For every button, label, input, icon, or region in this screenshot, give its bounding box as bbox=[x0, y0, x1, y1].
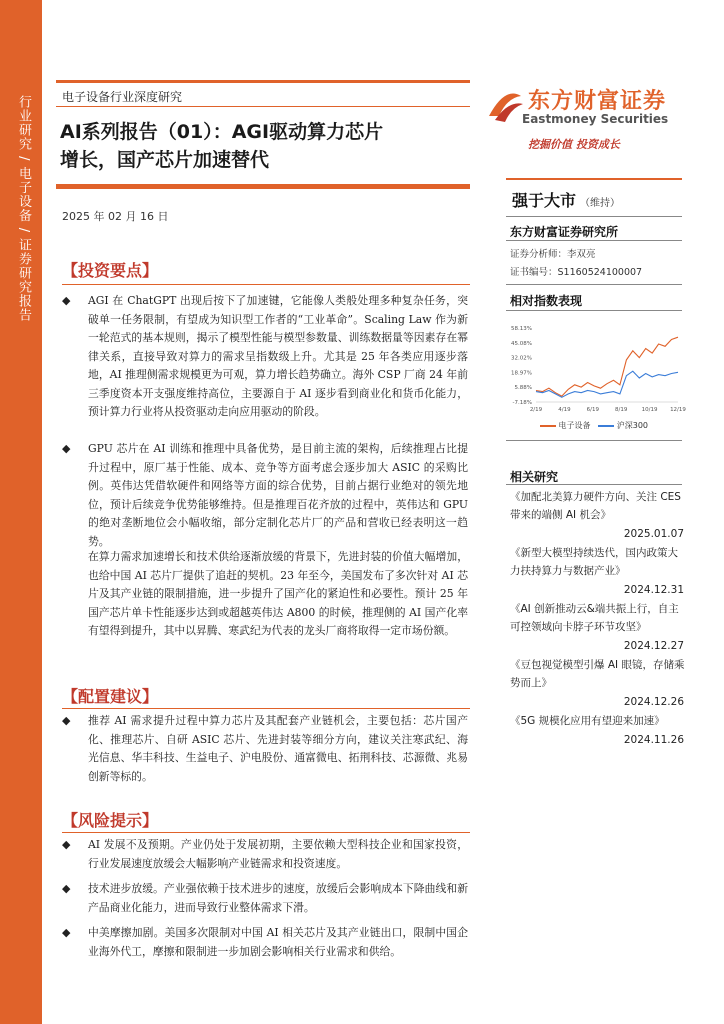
chart-title-rule bbox=[506, 310, 682, 311]
rating-bottom-rule bbox=[506, 216, 682, 217]
y-tick-label: 18.97% bbox=[511, 370, 532, 377]
investment-para-2: GPU 芯片在 AI 训练和推理中具备优势，是目前主流的架构，后续推理占比提升过程中，原厂基于性能、成本、竞争等方面考虑会逐步加大 ASIC 的采购比例。英伟达凭借软硬件和网络等方面的综合优势，目前占据行业绝对的领先地位，预计后续竞争优势能够维持。但是推理百花齐放的过程中，英伟达和 GPU 的绝对垄断地位会小幅收缩，部分定制化芯片厂的产品和营收已经表明这一趋势。 bbox=[88, 442, 468, 548]
related-item-2[interactable]: 《新型大模型持续迭代，国内政策大力扶持算力与数据产业》 bbox=[510, 547, 678, 577]
institute-name: 东方财富证券研究所 bbox=[510, 225, 619, 239]
x-tick-label: 2/19 bbox=[529, 407, 543, 413]
bullet-icon: ◆ bbox=[62, 714, 71, 727]
allocation-heading: 【配置建议】 bbox=[62, 687, 159, 706]
series-line-electronics bbox=[536, 337, 678, 396]
y-tick-label: 45.08% bbox=[511, 340, 532, 347]
cert-rule bbox=[506, 284, 682, 285]
page-title bbox=[60, 118, 460, 174]
investment-heading: 【投资要点】 bbox=[62, 261, 159, 280]
left-sidebar bbox=[0, 0, 42, 1024]
legend-swatch-electronics bbox=[540, 425, 556, 427]
allocation-para-1: 推荐 AI 需求提升过程中算力芯片及其配套产业链机会，主要包括：芯片国产化、推理芯片、自研 ASIC 芯片、先进封装等细分方向，建议关注寒武纪、海光信息、华丰科技、生益电子、沪电股份、通富微电、拓荆科技、芯源微、兆易创新等标的。 bbox=[88, 714, 468, 783]
y-tick-label: 5.88% bbox=[514, 385, 532, 392]
bullet-icon: ◆ bbox=[62, 926, 71, 939]
related-heading: 相关研究 bbox=[510, 470, 559, 484]
related-item-3[interactable]: 《AI 创新推动云&端共振上行，自主可控领域向卡脖子环节攻坚》 bbox=[510, 603, 679, 633]
x-tick-label: 8/19 bbox=[615, 407, 628, 413]
chart-bottom-rule bbox=[506, 440, 682, 441]
legend-label-csi300: 沪深300 bbox=[616, 421, 649, 430]
title-rule bbox=[56, 184, 470, 189]
related-date-1: 2025.01.07 bbox=[623, 528, 684, 540]
y-tick-label: -7.18% bbox=[512, 400, 532, 406]
risk-para-2: 技术进步放缓。产业强依赖于技术进步的速度，放缓后会影响成本下降曲线和新产品商业化能力，进而导致行业整体需求下滑。 bbox=[88, 882, 468, 914]
legend-swatch-csi300 bbox=[598, 425, 614, 427]
category-rule bbox=[56, 106, 470, 107]
bullet-icon: ◆ bbox=[62, 294, 71, 307]
bullet-icon: ◆ bbox=[62, 442, 71, 455]
related-date-5: 2024.11.26 bbox=[623, 734, 684, 746]
rating-sub: （维持） bbox=[580, 198, 621, 209]
chart-title: 相对指数表现 bbox=[510, 294, 583, 308]
risk-para-1: AI 发展不及预期。产业仍处于发展初期，主要依赖大型科技企业和国家投资，行业发展速度放缓会大幅影响产业链需求和投资速度。 bbox=[88, 838, 468, 870]
brand-name-cn: 东方财富证券 bbox=[528, 89, 667, 114]
investment-para-1: AGI 在 ChatGPT 出现后按下了加速键，它能像人类般处理多种复杂任务，突破单一任务限制，有望成为知识型工作者的“工业革命”。Scaling Law 作为新一轮范式的基本规则，揭示了模型性能与模型参数量、训练数据量等因素存在幂律关系，直接导致对算力的需求呈指数级上升。尤其是 25 年各类应用逐步落地，AI 推理侧需求规模更为可观，算力增长趋势确立。海外 CSP 厂商 24 年前三季度资本开支强度维持高位，主要源自于 AI 逐步看到商业化和货币化能力，预计算力行业将从投资驱动走向应用驱动的阶段。 bbox=[88, 294, 468, 418]
related-rule bbox=[506, 484, 682, 485]
investment-para-3: 在算力需求加速增长和技术供给逐渐放缓的背景下，先进封装的价值大幅增加，也给中国 AI 芯片厂提供了追赶的契机。23 年至今，美国发布了多次针对 AI 芯片及其产业链的限制措施，进一步提升了国产化的紧迫性和必要性。预计 25 年国产芯片单卡性能逐步达到或超越英伟达 A800 的时候，推理侧的 AI 国产化率有望得到提升，其中以昇腾、寒武纪为代表的龙头厂商将取得一定市场份额。 bbox=[88, 550, 468, 637]
rating-label: 强于大市 bbox=[512, 191, 577, 210]
x-tick-label: 10/19 bbox=[641, 407, 658, 413]
chart-legend bbox=[540, 420, 648, 431]
title-line-2: 增长，国产芯片加速替代 bbox=[60, 149, 270, 171]
rating bbox=[512, 188, 620, 211]
bullet-icon: ◆ bbox=[62, 838, 71, 851]
sidebar-vertical-text: 行业研究 / 电子设备 / 证券研究报告 bbox=[16, 95, 31, 323]
institute-rule bbox=[506, 240, 682, 241]
related-item-4[interactable]: 《豆包视觉模型引爆 AI 眼镜，存储乘势而上》 bbox=[510, 659, 685, 689]
related-item-1[interactable]: 《加配北美算力硬件方向、关注 CES 带来的端侧 AI 机会》 bbox=[510, 491, 681, 521]
investment-rule bbox=[62, 284, 470, 285]
report-category: 电子设备行业深度研究 bbox=[62, 90, 183, 104]
related-date-3: 2024.12.27 bbox=[623, 640, 684, 652]
title-line-1: AI系列报告（01）：AGI驱动算力芯片 bbox=[60, 121, 384, 143]
related-date-4: 2024.12.26 bbox=[623, 696, 684, 708]
related-item-5[interactable]: 《5G 规模化应用有望迎来加速》 bbox=[510, 715, 665, 727]
x-tick-label: 12/19 bbox=[670, 407, 686, 413]
brand-slogan: 挖掘价值 投资成长 bbox=[528, 138, 620, 151]
risk-para-3: 中美摩擦加剧。美国多次限制对中国 AI 相关芯片及其产业链出口，限制中国企业海外代工，摩擦和限制进一步加剧会影响相关行业需求和供给。 bbox=[88, 926, 468, 958]
cert-number: 证书编号：S1160524100007 bbox=[510, 267, 643, 278]
brand-name-en: Eastmoney Securities bbox=[522, 112, 669, 126]
top-rule bbox=[56, 80, 470, 83]
allocation-rule bbox=[62, 708, 470, 709]
report-date: 2025 年 02 月 16 日 bbox=[62, 210, 169, 223]
risk-heading: 【风险提示】 bbox=[62, 811, 159, 830]
related-date-2: 2024.12.31 bbox=[623, 584, 684, 596]
brand-logo-icon bbox=[485, 86, 525, 126]
legend-label-electronics: 电子设备 bbox=[558, 421, 591, 430]
analyst: 证券分析师：李双亮 bbox=[510, 249, 596, 260]
y-tick-label: 58.13% bbox=[511, 326, 532, 332]
y-tick-label: 32.02% bbox=[511, 355, 532, 362]
rating-top-rule bbox=[506, 178, 682, 180]
bullet-icon: ◆ bbox=[62, 882, 71, 895]
x-tick-label: 6/19 bbox=[586, 407, 599, 413]
risk-rule bbox=[62, 832, 470, 833]
x-tick-label: 4/19 bbox=[558, 407, 571, 413]
